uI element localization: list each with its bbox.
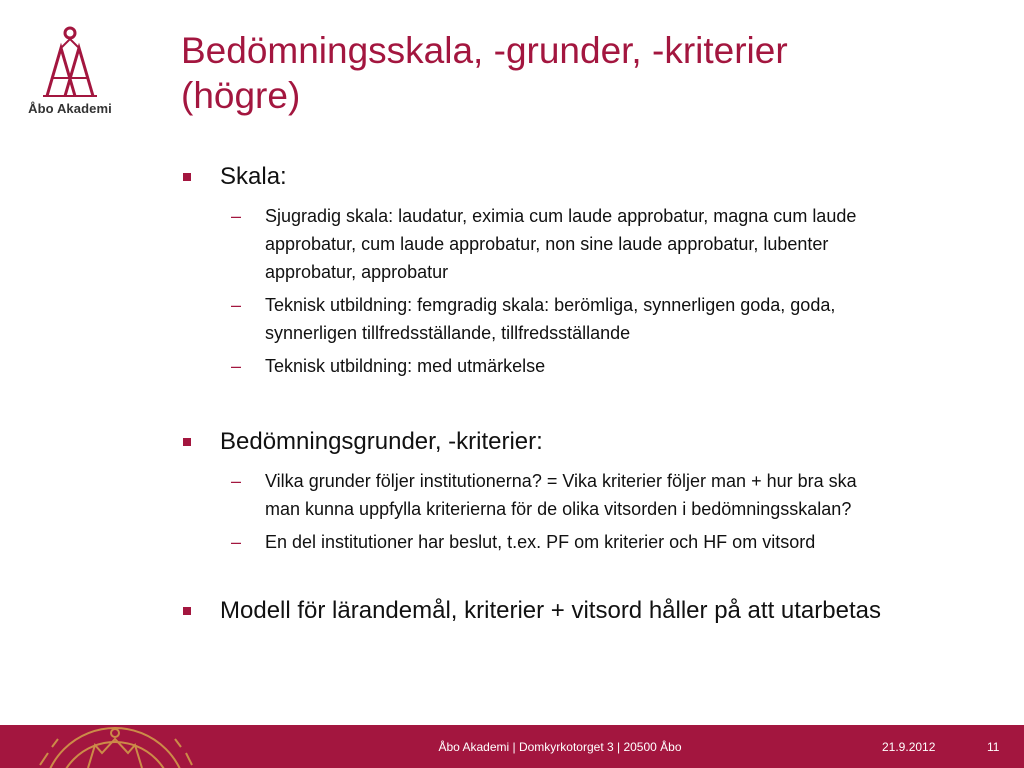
page-number: 11	[987, 740, 1000, 754]
sub-bullet-vilka-grunder: – Vilka grunder följer institutionerna? = Vika kriterier följer man + hur bra ska man kunna uppfylla kriterierna för de olika vitsorden i bedömningsskalan?	[181, 467, 981, 523]
dash-bullet-icon: –	[231, 295, 242, 315]
sub-bullet-utmarkelse: – Teknisk utbildning: med utmärkelse	[181, 352, 981, 380]
square-bullet-icon	[183, 607, 191, 615]
slide-footer	[0, 725, 1024, 768]
slide-content	[181, 162, 981, 626]
square-bullet-icon	[183, 438, 191, 446]
slide-title-line-2: (högre)	[181, 75, 301, 116]
bullet-skala: Skala:	[181, 162, 981, 192]
square-bullet-icon	[183, 173, 191, 181]
sub-bullet-femgradig: – Teknisk utbildning: femgradig skala: berömliga, synnerligen goda, goda, synnerligen tillfredsställande, tillfredsställande	[181, 291, 981, 347]
bullet-modell: Modell för lärandemål, kriterier + vitsord håller på att utarbetas	[181, 596, 981, 626]
bullet-bedomningsgrunder: Bedömningsgrunder, -kriterier:	[181, 427, 981, 457]
sub-bullet-sjugradig: – Sjugradig skala: laudatur, eximia cum laude approbatur, magna cum laude approbatur, cum laude approbatur, non sine laude approbatur, lubenter approbatur, approbatur	[181, 202, 981, 286]
footer-date: 21.9.2012	[882, 740, 936, 754]
sub-bullet-en-del-institutioner: – En del institutioner har beslut, t.ex. PF om kriterier och HF om vitsord	[181, 528, 981, 556]
dash-bullet-icon: –	[231, 206, 242, 226]
abo-akademi-logo	[24, 26, 116, 120]
abo-akademi-emblem-icon	[38, 26, 102, 100]
dash-bullet-icon: –	[231, 471, 242, 491]
dash-bullet-icon: –	[231, 356, 242, 376]
dash-bullet-icon: –	[231, 532, 242, 552]
footer-address: Åbo Akademi | Domkyrkotorget 3 | 20500 Åbo	[438, 740, 682, 754]
logo-wordmark: Åbo Akademi	[28, 101, 112, 116]
slide-title	[181, 28, 981, 118]
slide-title-line-1: Bedömningsskala, -grunder, -kriterier	[181, 30, 788, 71]
